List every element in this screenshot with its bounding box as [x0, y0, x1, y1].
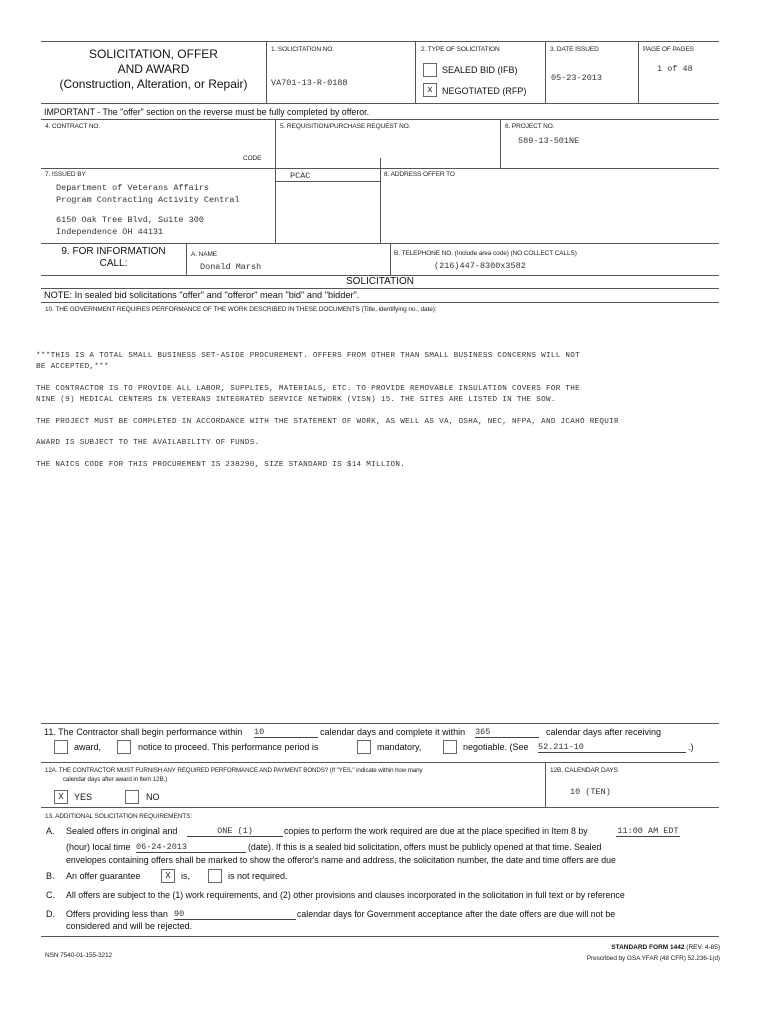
- item10-label: 10. THE GOVERNMENT REQUIRES PERFORMANCE OF THE WORK DESCRIBED IN THESE DOCUMENTS (Title, identifying no., date):: [45, 306, 437, 313]
- solicitation-type-label: 2. TYPE OF SOLICITATION: [421, 46, 500, 53]
- description-line-1: ***THIS IS A TOTAL SMALL BUSINESS SET-ASIDE PROCUREMENT. OFFERS FROM OTHER THAN SMALL BUSINESS CONCERNS WILL NOT: [36, 352, 580, 360]
- item13d-text-1: Offers providing less than: [66, 909, 168, 919]
- sealed-bid-label: SEALED BID (IFB): [442, 65, 518, 75]
- form-title-line1: SOLICITATION, OFFER: [89, 47, 218, 61]
- due-time-field[interactable]: 11:00 AM EDT: [617, 826, 679, 836]
- item13a-text-3: (hour) local time: [66, 842, 131, 852]
- begin-days-field[interactable]: 10: [254, 727, 318, 738]
- mandatory-label: mandatory,: [377, 742, 422, 752]
- description-line-7: THE NAICS CODE FOR THIS PROCUREMENT IS 238290, SIZE STANDARD IS $14 MILLION.: [36, 461, 406, 469]
- form-revision: (REV. 4-85): [686, 944, 720, 951]
- item13b-letter: B.: [46, 871, 55, 881]
- negotiable-label: negotiable. (See: [463, 742, 529, 752]
- bond-no-checkbox[interactable]: [125, 790, 139, 804]
- contract-no-label: 4. CONTRACT NO.: [45, 123, 101, 130]
- item13d-text-2: calendar days for Government acceptance after the date offers are due will not be: [297, 909, 616, 919]
- issued-by-line-1: Department of Veterans Affairs: [56, 183, 210, 193]
- item13d-text-3: considered and will be rejected.: [66, 921, 193, 931]
- issued-by-line-2: Program Contracting Activity Central: [56, 195, 240, 205]
- project-no-label: 6. PROJECT NO.: [505, 123, 555, 130]
- item12a-label-line2: calendar days after award in Item 12B.): [63, 776, 168, 783]
- description-line-5: THE PROJECT MUST BE COMPLETED IN ACCORDANCE WITH THE STATEMENT OF WORK, AS WELL AS VA, OSHA, NEC, NFPA, AND JCAHO REQUIR: [36, 418, 619, 426]
- requisition-no-label: 5. REQUISITION/PURCHASE REQUEST NO.: [280, 123, 411, 130]
- code-label: CODE: [243, 155, 262, 162]
- important-notice: IMPORTANT - The "offer" section on the reverse must be fully completed by offeror.: [44, 107, 370, 117]
- nsn-number: NSN 7540-01-155-3212: [45, 952, 113, 959]
- complete-days-field[interactable]: 365: [475, 727, 539, 738]
- project-no-value[interactable]: 589-13-501NE: [518, 136, 580, 146]
- form-number: [440, 944, 720, 951]
- guarantee-is-label: is,: [181, 871, 190, 881]
- item13a-text-4: (date). If this is a sealed bid solicitation, offers must be publicly opened at that time. Sealed: [248, 842, 602, 852]
- item13c-text: All offers are subject to the (1) work requirements, and (2) other provisions and clauses incorporated in the solicitation in full text or by reference: [66, 890, 625, 900]
- form-title: [41, 47, 266, 92]
- form-number-bold: STANDARD FORM 1442: [611, 944, 685, 951]
- see-clause-field[interactable]: 52.211-10: [538, 742, 686, 753]
- item13b-text: An offer guarantee: [66, 871, 141, 881]
- solicitation-no-label: 1. SOLICITATION NO.: [271, 46, 334, 53]
- page-of-pages-label: PAGE OF PAGES: [643, 46, 694, 53]
- item11-text-1: 11. The Contractor shall begin performance within: [44, 727, 243, 737]
- name-label: A. NAME: [191, 251, 218, 258]
- item13c-letter: C.: [46, 890, 55, 900]
- bond-yes-label: YES: [74, 792, 93, 802]
- form-title-line3: (Construction, Alteration, or Repair): [59, 77, 248, 91]
- form-title-line2: AND AWARD: [117, 62, 190, 76]
- notice-checkbox[interactable]: [117, 740, 131, 754]
- name-value[interactable]: Donald Marsh: [200, 262, 262, 272]
- item12b-label: 12B. CALENDAR DAYS: [550, 767, 618, 774]
- description-line-4: NINE (9) MEDICAL CENTERS IN VETERANS INTEGRATED SERVICE NETWORK (VISN) 15. THE SITES ARE LISTED IN THE SOW.: [36, 396, 556, 404]
- mandatory-checkbox[interactable]: [357, 740, 371, 754]
- item11-text-2: calendar days and complete it within: [320, 727, 466, 737]
- description-line-6: AWARD IS SUBJECT TO THE AVAILABILITY OF FUNDS.: [36, 439, 260, 447]
- negotiable-checkbox[interactable]: [443, 740, 457, 754]
- issued-by-code[interactable]: PCAC: [290, 171, 311, 181]
- item12b-value[interactable]: 10 (TEN): [570, 787, 611, 797]
- guarantee-not-required-label: is not required.: [228, 871, 288, 881]
- due-date-field[interactable]: 06-24-2013: [136, 842, 246, 853]
- issued-by-line-4: Independence OH 44131: [56, 227, 164, 237]
- description-line-3: THE CONTRACTOR IS TO PROVIDE ALL LABOR, SUPPLIES, MATERIALS, ETC. TO PROVIDE REMOVABLE INSULATION COVERS FOR THE: [36, 385, 580, 393]
- issued-by-line-3: 6150 Oak Tree Blvd, Suite 300: [56, 215, 204, 225]
- solicitation-no-value[interactable]: VA701-13-R-0188: [271, 78, 348, 88]
- guarantee-not-required-checkbox[interactable]: [208, 869, 222, 883]
- award-label: award,: [74, 742, 102, 752]
- page-of-pages-value[interactable]: 1 of 48: [657, 64, 693, 74]
- telephone-value[interactable]: (216)447-8300x3582: [434, 261, 526, 271]
- item13a-text-5: envelopes containing offers shall be marked to show the offeror's name and address, the solicitation number, the date and time offers are due: [66, 855, 616, 865]
- item13a-text-2: copies to perform the work required are due at the place specified in Item 8 by: [284, 826, 588, 836]
- item13a-letter: A.: [46, 826, 55, 836]
- date-issued-value[interactable]: 05-23-2013: [551, 73, 603, 83]
- prescribed-by: Prescribed by GSA YFAR (48 CFR) 52.236-1(d): [586, 955, 720, 962]
- item13d-letter: D.: [46, 909, 55, 919]
- bond-no-label: NO: [146, 792, 160, 802]
- info-call-line2: CALL:: [99, 258, 128, 269]
- address-offer-label: 8. ADDRESS OFFER TO: [384, 171, 455, 178]
- item13a-text-1: Sealed offers in original and: [66, 826, 178, 836]
- note-text: NOTE: In sealed bid solicitations "offer" and "offeror" mean "bid" and "bidder".: [44, 290, 360, 300]
- guarantee-is-checkbox[interactable]: X: [161, 869, 175, 883]
- sealed-bid-checkbox[interactable]: [423, 63, 437, 77]
- negotiated-label: NEGOTIATED (RFP): [442, 86, 527, 96]
- telephone-label: B. TELEPHONE NO. (Include area code) (NO COLLECT CALLS): [394, 250, 577, 257]
- solicitation-heading: SOLICITATION: [346, 276, 414, 287]
- bond-yes-checkbox[interactable]: X: [54, 790, 68, 804]
- date-issued-label: 3. DATE ISSUED: [550, 46, 599, 53]
- description-line-2: BE ACCEPTED,***: [36, 363, 109, 371]
- info-call-line1: 9. FOR INFORMATION: [61, 246, 166, 257]
- item11-text-3: calendar days after receiving: [546, 727, 662, 737]
- item12a-label-line1: 12A. THE CONTRACTOR MUST FURNISH ANY REQUIRED PERFORMANCE AND PAYMENT BONDS? (If "YES," indicate within how many: [45, 767, 423, 774]
- item11-close: .): [688, 742, 694, 752]
- issued-by-label: 7. ISSUED BY: [45, 171, 86, 178]
- info-call-label: [41, 246, 186, 270]
- notice-label: notice to proceed. This performance period is: [138, 742, 319, 752]
- award-checkbox[interactable]: [54, 740, 68, 754]
- item13-label: 13. ADDITIONAL SOLICITATION REQUIREMENTS:: [45, 813, 193, 820]
- copies-field[interactable]: ONE (1): [187, 826, 283, 837]
- acceptance-days-field[interactable]: 90: [174, 909, 296, 920]
- negotiated-checkbox[interactable]: x: [423, 83, 437, 97]
